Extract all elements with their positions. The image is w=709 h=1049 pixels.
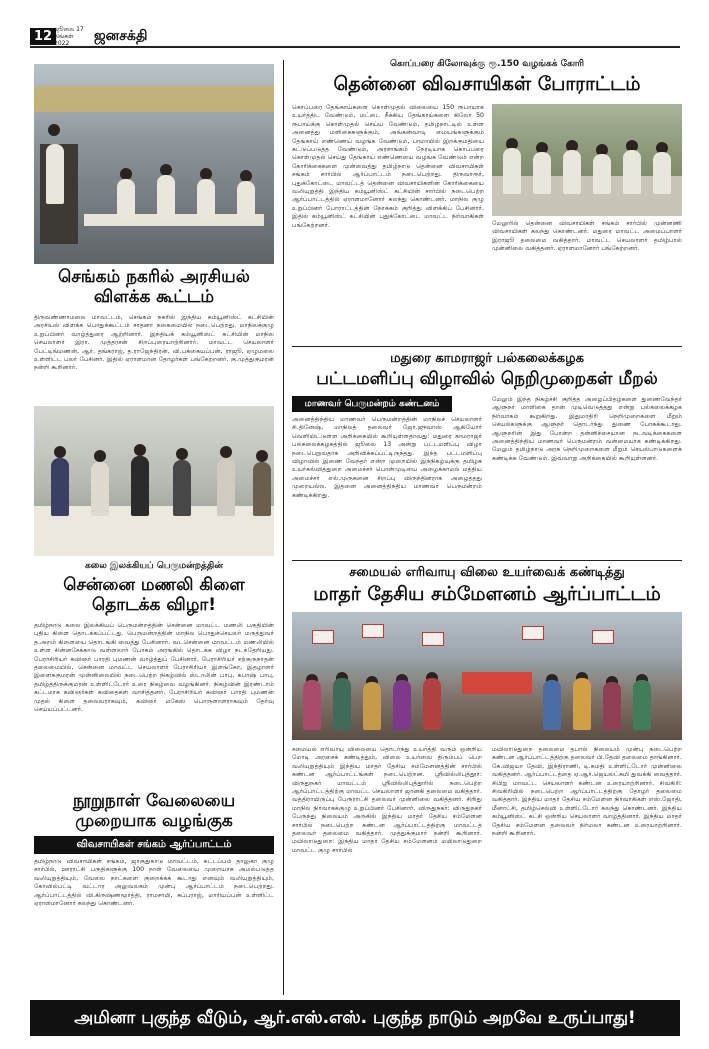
- sengam-body: திருவண்ணாமலை மாவட்டம், செங்கம் நகரில் இந்திய கம்யூனிஸ்ட் கட்சியின் அரசியல் விளக்க பொதுக்கூட்டம் சாதனா நகைமையில் நடைபெற்றது. மாநிலக்குழு உறுப்பினர் வாழ்த்துரை ஆற்றினார். இந்தியக் கம்யூனிஸ்ட் கட்சியின் மாநில செயலாளர் இரா. முத்தரசன் சிறப்புரையாற்றினார். மாவட்ட செயலாளர் பேட்டிங்மணன், ஆர். தங்கராஜ், த.ராஜேந்திரன், வி.பக்கையப்பன், ராஜூ, ஏழுமலை உள்ளிட்ட பலர் பேசினர். இதில் ஏராளமான தோழர்கள் பங்கேற்றனர். கு.முத்துகுமரன் நன்றி கூறினார்.: [34, 314, 274, 372]
- madurai-body-left: அனைத்திந்திய மாணவர் பெருமன்றத்தின் மாநிலச் செயலாளர் சி.தினேஷ், மாநிலத் தலைவர் ஜோ.ஜுவாஸ் ஆகியோர் வெளியிட்டுள்ள அறிக்கையில் கூறியுள்ளதாவது: மதுரை காமராஜர் பல்கலைக்கழகத்தில் ஜூலை 13 அன்று பட்டமளிப்பு விழா நடைபெறுவதாக அறிவிக்கப்பட்டிருந்தது. இந்த பட்டமளிப்பு விழாவில் இணை வேந்தர் என்ற முறையில் இந்நிகழ்வுக்கு தமிழக உயர்கல்வித்துறை அமைச்சர் பொன்முடியை அழைக்காமல் மத்திய அமைச்சர் எல்.முருகனை சிறப்பு விருந்தினராக அழைத்தது முறையல்ல. இதனை அனைத்திந்திய மாணவர் பெருமன்றம் கண்டிக்கிறது.: [292, 416, 482, 499]
- chennai-headline-line1: சென்னை மணலி கிளை: [63, 575, 245, 595]
- madurai-tag: மாணவர் பெருமன்றம் கண்டனம்: [292, 396, 452, 412]
- section-rule: [292, 560, 682, 561]
- lpg-body-right: மயிலாடுதுறை தலைமை தபால் நிலையம் முன்பு நடைபெற்ற கண்டன ஆர்ப்பாட்டத்திற்கு தலைவர் பி.தேவி தலைமை தாங்கினார். கே.விஜயா தேவி, இந்திராணி, டி.சுமதி உள்ளிட்டோர் முன்னிலை வகித்தனர். ஆர்ப்பாட்டத்தை ஏ.ஆர்.ஜெயலட்சுமி துவக்கி வைத்தார். சிபிஐ மாவட்ட செயலாளர் கண்டன உரையாற்றினார். சிவகிரி: சிவகிரியில் நடைபெற்ற ஆர்ப்பாட்டத்திற்கு தோழர் தலைமை வகித்தார். இந்திய மாதர் தேசிய சம்மேளன நிர்வாகிகள் எஸ்.ஜோதி, மீனாட்சி, தமிழ்செல்வி உள்ளிட்டோர் கலந்து கொண்டனர். இந்திய கம்யூனிஸ்ட் கட்சி ஒன்றிய செயலாளர் வாழ்த்தினார். இந்திய மாதர் தேசிய சம்மேளன தலைவர் நிர்மலா கண்டன உரையாற்றினார். நன்றி கூறினார்.: [492, 746, 682, 838]
- coconut-kicker: கொப்பரை கிலோவுக்கு ரூ.150 வழங்கக் கோரி: [389, 59, 585, 69]
- masthead: [30, 26, 680, 48]
- sengam-headline-line2: விளக்க கூட்டம்: [93, 286, 215, 307]
- madurai-kicker: மதுரை காமராஜர் பல்கலைக்கழக: [390, 351, 584, 366]
- date-line: திங்கள்: [54, 33, 74, 40]
- sengam-headline: [34, 268, 274, 307]
- page-number: 12: [30, 28, 56, 45]
- nooru-headline-line1: நூறுநாள் வேலையை: [72, 791, 236, 811]
- sengam-headline-line1: செங்கம் நகரில் அரசியல்: [58, 267, 250, 287]
- nooru-headline-line2: முறையாக வழங்குக: [75, 810, 233, 831]
- chennai-meeting-photo: [34, 406, 274, 556]
- lpg-protest-photo: [292, 612, 682, 740]
- nooru-tag: விவசாயிகள் சங்கம் ஆர்ப்பாட்டம்: [34, 836, 274, 854]
- coconut-body: கொப்பரை தேங்காய்களை கொள்முதல் விலையை 150 ரூபாயாக உயர்த்திட வேண்டும், மட்டை நீக்கிய தேங்காய்களை கிலோ 50 ரூபாய்க்கு கொள்முதல் செய்ய வேண்டும், தமிழ்நாட்டில் உள்ள அனைத்து மளிகைகளுக்கும், அங்கன்வாடி மையங்களுக்கும் தேங்காய் எண்ணெய் வழங்க வேண்டும், பாமாயில் இறக்குமதியை கட்டுப்படுத்த வேண்டும், அரசாங்கம் நேரடியாக கொப்பரை கொள்முதல் செய்து தேங்காய் எண்ணெயை வழங்க வேண்டும் என்ற கோரிக்கைகளை முன்வைத்து தமிழ்நாடு தென்னை விவசாயிகள் சங்கம் சார்பில் ஆர்ப்பாட்டம் நடைபெற்றது. திருவாரூர், புதுக்கோட்டை மாவட்டத் தென்னை விவசாயிகளின் கோரிக்கையை வலியுறுத்தி இந்திய கம்யூனிஸ்ட் கட்சியின் சார்பில் நடைபெற்ற ஆர்ப்பாட்டத்தில் ஏராளமானோர் கலந்து கொண்டனர். மாநில குழு உறுப்பினர் போராட்டத்தின் நோக்கம் குறித்து விளக்கிப் பேசினார். இதில் கம்யூனிஸ்ட் கட்சியின் புதுக்கோட்டை மாவட்ட நிர்வாகிகள் பங்கேற்றனர்.: [292, 104, 484, 229]
- lpg-body-left: சமையல் எரிவாயு விலையை தொடர்ந்து உயர்த்தி வரும் ஒன்றிய மோடி அரசைக் கண்டித்தும், விலை உயர்வை திரும்பப் பெற வலியுறுத்தியும் இந்திய மாதர் தேசிய சம்மேளனத்தின் சார்பில் கண்டன ஆர்ப்பாட்டங்கள் நடைபெற்றன. ஸ்ரீவில்லிபுத்தூர்: விருதுநகர் மாவட்டம் ஸ்ரீவில்லிபுத்தூரில் நடைபெற்ற ஆர்ப்பாட்டத்திற்கு மாவட்ட செயலாளர் ஜானகி தலைமை வகித்தார். வத்திராயிருப்பு பேரூராட்சி தலைவர் முன்னிலை வகித்தனர். சிறிது மாநில நிர்வாகக்குழு உறுப்பினர் பேசினார். விருதுநகர்: விருதுநகர் பேருந்து நிலையம் அருகில் இந்திய மாதர் தேசிய சம்மேளன சார்பில் நடைபெற்ற கண்டன ஆர்ப்பாட்டத்திற்கு மாவட்டத் தலைவர் தலைமை வகித்தார். முத்துக்குமார் நன்றி கூறினார். மயிலாடுதுறை: இந்திய மாதர் தேசிய சம்மேளனம் மயிலாடுதுறை மாவட்ட குழு சார்பில்: [292, 746, 482, 854]
- chennai-headline: [34, 576, 274, 615]
- date-stack: [54, 26, 84, 47]
- coconut-headline: தென்னை விவசாயிகள் போராட்டம்: [333, 73, 641, 95]
- section-rule: [292, 346, 682, 347]
- madurai-body-right: மேலும் இந்த நிகழ்ச்சி குறித்த அழைப்பிதழ்களை துணைவேந்தர் ஆளுநர் மாளிகை தான் முடிவெடுத்தது என்று பல்கலைக்கழக நிர்வாகம் கூறுகிறது. இதுமாதிரி நெறிமுறைகளை மீறும் செயல்களுக்கு ஆளுநர் தொடர்ந்து துணை போகக்கூடாது. ஆளுநரின் இது போன்ற தன்னிச்சையான நடவடிக்கைகளை அனைத்திந்திய மாணவர் பெருமன்றம் வன்மையாக கண்டிக்கிறது. மேலும் தமிழ்நாடு அரசு நெறிமுறைகளை மீறும் செயல்பாடுகளைக் கண்டிக்க வேண்டும். இவ்வாறு அறிக்கையில் கூறியுள்ளனர்.: [492, 396, 682, 462]
- meeting-stage-photo: [34, 64, 274, 264]
- lpg-headline: மாதர் தேசிய சம்மேளனம் ஆர்ப்பாட்டம்: [313, 583, 661, 605]
- date-line: 2022: [54, 40, 70, 47]
- chennai-headline-line2: தொடக்க விழா!: [91, 594, 217, 615]
- column-divider: [283, 60, 284, 995]
- nooru-body: தமிழ்நாடு விவசாயிகள் சங்கம், ஜாகுதுகாடு மாவட்டம், கட்டப்பம் தாலுகா குழு சார்பில், ஊராட்சி பகுதிகளுக்கு 100 நாள் வேலையை முறையாக அமல்படுத்த வலியுறுத்தியும், வேலை நாட்களை குறைக்கக் கூடாது எனவும் வலியுறுத்தியும், கோவில்பட்டி வட்டார அலுவலகம் முன்பு ஆர்ப்பாட்டம் நடைபெற்றது. ஆர்ப்பாட்டத்தில் வி.கிருஷ்ணமூர்த்தி, ராமசாமி, சுப்பராஜ், மாரியப்பன் உள்ளிட்ட ஏராளமானோர் கலந்து கொண்டனர்.: [34, 858, 274, 908]
- madurai-headline: பட்டமளிப்பு விழாவில் நெறிமுறைகள் மீறல்: [316, 369, 658, 389]
- nooru-headline: [34, 792, 274, 831]
- date-line: ஜூலை 17: [54, 26, 84, 33]
- chennai-body: தமிழ்நாடு கலை இலக்கியப் பெருமன்றத்தின் சென்னை மாவட்ட மணலி பகுதியின் புதிய கிளை தொடக்கப்பட்டது. பெருமன்றத்தின் மாநில பொதுச்செயலர் மருத்துவர் த.அறம் கிளையை தொடங்கி வைத்து பேசினார். வடசென்னை மாவட்டம் மணலியில் உள்ள சின்னசேக்காடு வள்ளலார் போகம் அரங்கில் தொடக்க விழா நடந்தேறியது. பேராசிரியர் கவிஞர் பாரதி புமணன் வாழ்த்துப் பேசினார். பேராசிரியர் சற்குருநாதன் தலைமையில், சென்னை மாவட்ட செயலாளர் பேராசிரியர் இளங்கோ, இதழாளர் இளைசுகுமரன் முன்னிலையில் நடைபெற்ற நிகழ்வில் ஸ்டாலின் பாபு, சுபாஷ் பாபு, தமிழ்த்திருக்குமரன் உள்ளிட்டோர் உரை நிகழ்வை வழங்கினர். நிகழ்வின் இரண்டாம் கட்டமாக கவிஞர்கள் கவிதைகள் வாசித்தனர். பேராசிரியர் கவிஞர் பாரதி புமணன் முதல் கிளை தலைவராகவும், கவிஞர் மகேஸ் பொருளாளராகவும் தேர்வு செய்யப்பட்டனர்.: [34, 622, 274, 714]
- chennai-kicker: கலை இலக்கியப் பெருமன்றத்தின்: [85, 561, 223, 571]
- coconut-protest-photo: [492, 104, 682, 216]
- footer-slogan-banner: அமினா புகுந்த வீடும், ஆர்.எஸ்.எஸ். புகுந்த நாடும் அறவே உருப்பாது!: [30, 1000, 680, 1036]
- lpg-kicker: சமையல் எரிவாயு விலை உயர்வைக் கண்டித்து: [349, 565, 625, 580]
- paper-name: ஜனசக்தி: [94, 28, 148, 44]
- coconut-caption: மேலூரில் தென்னை விவசாயிகள் சங்கம் சார்பில் முன்னணி விவசாயிகள் கலந்து கொண்டனர். மதுரை மாவட்ட அமைப்பாளர் இராஜூ தலைமை வகித்தார். மாவட்ட செயலாளர் தமிழ்பால் முன்னிலை வகித்தனர். ஏராளமானோர் பங்கேற்றனர்.: [492, 220, 682, 253]
